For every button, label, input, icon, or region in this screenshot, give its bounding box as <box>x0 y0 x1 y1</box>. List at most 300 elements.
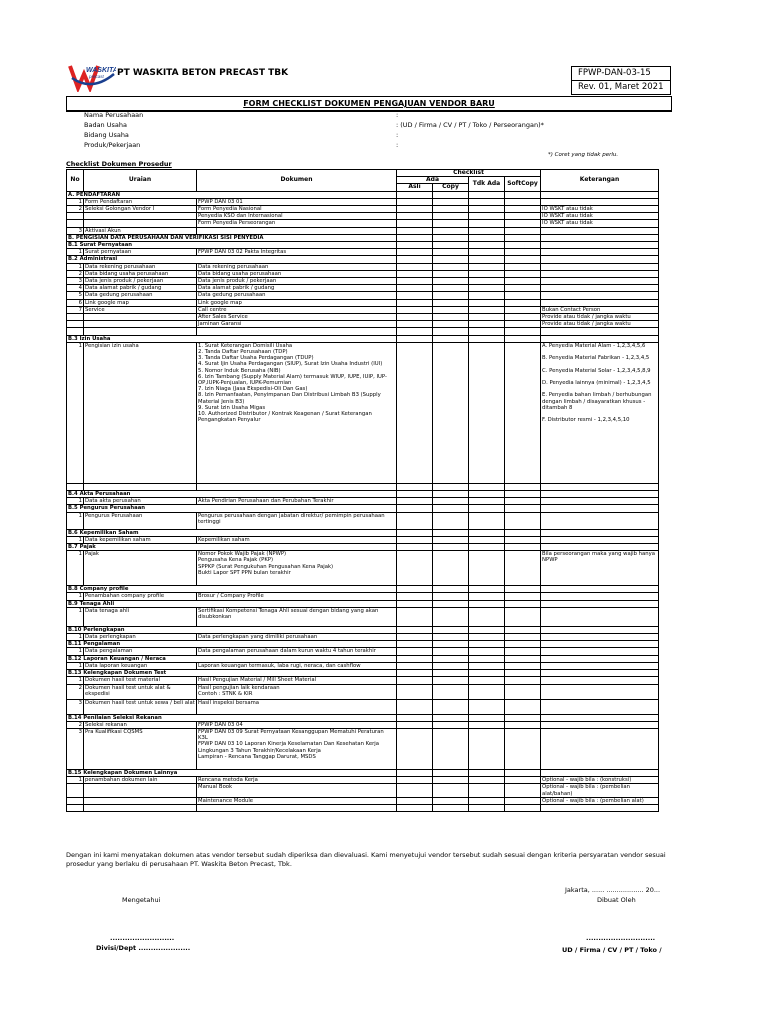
row-keterangan: Optional - wajib bila : (pembelian alat) <box>541 797 659 804</box>
check-asli[interactable] <box>397 498 433 505</box>
check-copy[interactable] <box>433 299 469 306</box>
svg-text:WASKITA: WASKITA <box>86 67 116 74</box>
row-uraian: Seleksi Golongan Vendor I <box>84 206 197 213</box>
check-copy[interactable] <box>433 721 469 728</box>
check-softcopy[interactable] <box>505 677 541 684</box>
row-number <box>67 220 84 227</box>
section-row <box>67 191 659 198</box>
check-softcopy[interactable] <box>505 797 541 804</box>
empty-cell <box>469 586 505 593</box>
section-label: B. PENGISIAN DATA PERUSAHAAN DAN VERIFIKASI SISI PENYEDIA <box>67 234 397 241</box>
badan-label: Badan Usaha <box>84 121 127 129</box>
section-label: B.2 Administrasi <box>67 256 397 263</box>
check-tdk-ada[interactable] <box>469 648 505 655</box>
row-dokumen: Maintenance Module <box>197 797 397 804</box>
check-softcopy[interactable] <box>505 249 541 256</box>
table-row <box>67 198 659 205</box>
empty-cell <box>505 714 541 721</box>
row-uraian: Link google map <box>84 299 197 306</box>
check-tdk-ada[interactable] <box>469 328 505 335</box>
check-asli[interactable] <box>397 784 433 797</box>
empty-cell <box>541 769 659 776</box>
check-asli[interactable] <box>397 797 433 804</box>
check-tdk-ada[interactable] <box>469 684 505 699</box>
table-row <box>67 321 659 328</box>
row-uraian: Data laporan keuangan <box>84 662 197 669</box>
check-asli[interactable] <box>397 777 433 784</box>
empty-cell <box>469 491 505 498</box>
row-number: 5 <box>67 292 84 299</box>
check-asli[interactable] <box>397 662 433 669</box>
empty-cell <box>397 234 433 241</box>
check-copy[interactable] <box>433 551 469 586</box>
check-asli[interactable] <box>397 249 433 256</box>
checklist-section-title: Checklist Dokumen Prosedur <box>66 160 172 168</box>
check-tdk-ada[interactable] <box>469 198 505 205</box>
empty-cell <box>433 600 469 607</box>
table-row <box>67 249 659 256</box>
check-softcopy[interactable] <box>505 220 541 227</box>
check-copy[interactable] <box>433 498 469 505</box>
row-number <box>67 314 84 321</box>
check-tdk-ada[interactable] <box>469 249 505 256</box>
check-copy[interactable] <box>433 292 469 299</box>
empty-cell <box>541 505 659 512</box>
check-softcopy[interactable] <box>505 483 541 490</box>
check-asli[interactable] <box>397 299 433 306</box>
check-asli[interactable] <box>397 804 433 811</box>
check-tdk-ada[interactable] <box>469 699 505 714</box>
row-uraian: Aktivasi Akun <box>84 227 197 234</box>
empty-cell <box>505 544 541 551</box>
check-tdk-ada[interactable] <box>469 213 505 220</box>
row-keterangan: Bukan Contact Person <box>541 306 659 313</box>
check-tdk-ada[interactable] <box>469 483 505 490</box>
form-title: FORM CHECKLIST DOKUMEN PENGAJUAN VENDOR BARU <box>66 96 672 112</box>
check-softcopy[interactable] <box>505 777 541 784</box>
check-copy[interactable] <box>433 684 469 699</box>
check-copy[interactable] <box>433 314 469 321</box>
row-dokumen: Penyedia KSO dan Internasional <box>197 213 397 220</box>
empty-cell <box>505 670 541 677</box>
document-code: FPWP-DAN-03-15 <box>578 68 651 78</box>
check-asli[interactable] <box>397 634 433 641</box>
table-row <box>67 721 659 728</box>
empty-cell <box>469 655 505 662</box>
check-asli[interactable] <box>397 220 433 227</box>
check-copy[interactable] <box>433 593 469 600</box>
document-code-box <box>571 66 671 95</box>
section-row <box>67 769 659 776</box>
check-softcopy[interactable] <box>505 593 541 600</box>
check-tdk-ada[interactable] <box>469 321 505 328</box>
check-tdk-ada[interactable] <box>469 677 505 684</box>
check-copy[interactable] <box>433 483 469 490</box>
check-softcopy[interactable] <box>505 213 541 220</box>
row-dokumen: Form Penyedia Perseorangan <box>197 220 397 227</box>
row-number: 1 <box>67 249 84 256</box>
empty-cell <box>397 491 433 498</box>
row-number: 6 <box>67 299 84 306</box>
section-row <box>67 529 659 536</box>
empty-cell <box>433 714 469 721</box>
empty-cell <box>541 600 659 607</box>
row-number: 1 <box>67 677 84 684</box>
check-copy[interactable] <box>433 784 469 797</box>
empty-cell <box>433 491 469 498</box>
empty-cell <box>433 191 469 198</box>
bidang-colon: : <box>396 131 399 139</box>
check-asli[interactable] <box>397 198 433 205</box>
empty-cell <box>505 626 541 633</box>
check-asli[interactable] <box>397 721 433 728</box>
check-tdk-ada[interactable] <box>469 299 505 306</box>
section-label: B.7 Pajak <box>67 544 397 551</box>
row-keterangan: IO WSKT atau tidak <box>541 206 659 213</box>
row-keterangan <box>541 593 659 600</box>
check-tdk-ada[interactable] <box>469 306 505 313</box>
empty-cell <box>541 335 659 342</box>
check-copy[interactable] <box>433 607 469 626</box>
check-tdk-ada[interactable] <box>469 721 505 728</box>
empty-cell <box>433 586 469 593</box>
check-softcopy[interactable] <box>505 278 541 285</box>
check-tdk-ada[interactable] <box>469 784 505 797</box>
check-asli[interactable] <box>397 699 433 714</box>
check-asli[interactable] <box>397 292 433 299</box>
checklist-table <box>66 169 659 812</box>
row-number: 3 <box>67 227 84 234</box>
company-name: PT WASKITA BETON PRECAST TBK <box>117 68 289 78</box>
row-uraian: Seleksi rekanan <box>84 721 197 728</box>
section-row <box>67 256 659 263</box>
row-dokumen: Data perlengkapan yang dimiliki perusahaan <box>197 634 397 641</box>
check-tdk-ada[interactable] <box>469 292 505 299</box>
empty-cell <box>541 256 659 263</box>
check-softcopy[interactable] <box>505 512 541 529</box>
empty-cell <box>433 769 469 776</box>
table-row <box>67 498 659 505</box>
check-copy[interactable] <box>433 213 469 220</box>
row-keterangan <box>541 662 659 669</box>
check-softcopy[interactable] <box>505 299 541 306</box>
empty-cell <box>505 769 541 776</box>
row-dokumen: FPWP DAN 03 01 <box>197 198 397 205</box>
section-label: B.11 Pengalaman <box>67 641 397 648</box>
section-row <box>67 670 659 677</box>
section-label: B.9 Tenaga Ahli <box>67 600 397 607</box>
bidang-label: Bidang Usaha <box>84 131 129 139</box>
empty-cell <box>541 529 659 536</box>
check-copy[interactable] <box>433 306 469 313</box>
row-keterangan <box>541 227 659 234</box>
check-asli[interactable] <box>397 227 433 234</box>
row-keterangan: IO WSKT atau tidak <box>541 213 659 220</box>
mengetahui-label: Mengetahui <box>122 896 161 904</box>
check-asli[interactable] <box>397 342 433 483</box>
check-softcopy[interactable] <box>505 634 541 641</box>
row-dokumen: Manual Book <box>197 784 397 797</box>
document-revision: Rev. 01, Maret 2021 <box>572 80 670 94</box>
check-copy[interactable] <box>433 285 469 292</box>
table-row <box>67 634 659 641</box>
check-tdk-ada[interactable] <box>469 536 505 543</box>
row-uraian: Data kepemilikan saham <box>84 536 197 543</box>
row-uraian: Data bidang usaha perusahaan <box>84 270 197 277</box>
check-tdk-ada[interactable] <box>469 551 505 586</box>
check-softcopy[interactable] <box>505 662 541 669</box>
row-number <box>67 328 84 335</box>
check-softcopy[interactable] <box>505 721 541 728</box>
header-dokumen: Dokumen <box>197 170 397 192</box>
check-softcopy[interactable] <box>505 648 541 655</box>
check-softcopy[interactable] <box>505 263 541 270</box>
check-softcopy[interactable] <box>505 342 541 483</box>
section-label: B.1 Surat Pernyataan <box>67 242 397 249</box>
row-number <box>67 321 84 328</box>
check-softcopy[interactable] <box>505 306 541 313</box>
check-asli[interactable] <box>397 677 433 684</box>
row-uraian: Pengisian izin usaha <box>84 342 197 483</box>
check-tdk-ada[interactable] <box>469 728 505 769</box>
section-label: B.5 Pengurus Perusahaan <box>67 505 397 512</box>
empty-cell <box>469 529 505 536</box>
row-keterangan <box>541 498 659 505</box>
check-asli[interactable] <box>397 728 433 769</box>
table-row <box>67 684 659 699</box>
check-copy[interactable] <box>433 648 469 655</box>
row-uraian <box>84 321 197 328</box>
check-copy[interactable] <box>433 321 469 328</box>
section-row <box>67 234 659 241</box>
check-asli[interactable] <box>397 648 433 655</box>
table-row <box>67 213 659 220</box>
check-copy[interactable] <box>433 797 469 804</box>
check-asli[interactable] <box>397 263 433 270</box>
check-tdk-ada[interactable] <box>469 278 505 285</box>
empty-cell <box>541 641 659 648</box>
check-tdk-ada[interactable] <box>469 804 505 811</box>
check-softcopy[interactable] <box>505 684 541 699</box>
check-softcopy[interactable] <box>505 784 541 797</box>
check-asli[interactable] <box>397 536 433 543</box>
row-uraian <box>84 314 197 321</box>
check-asli[interactable] <box>397 512 433 529</box>
check-copy[interactable] <box>433 634 469 641</box>
check-tdk-ada[interactable] <box>469 285 505 292</box>
row-dokumen: Link google map <box>197 299 397 306</box>
check-softcopy[interactable] <box>505 728 541 769</box>
row-dokumen: FPWP DAN 03 02 Pakta Integritas <box>197 249 397 256</box>
row-dokumen: Kepemilikan saham <box>197 536 397 543</box>
empty-cell <box>397 544 433 551</box>
check-softcopy[interactable] <box>505 206 541 213</box>
row-dokumen: Laporan keuangan termasuk, laba rugi, neraca, dan cashflow <box>197 662 397 669</box>
row-keterangan <box>541 263 659 270</box>
section-row <box>67 600 659 607</box>
check-copy[interactable] <box>433 777 469 784</box>
row-uraian: Data pengalaman <box>84 648 197 655</box>
check-asli[interactable] <box>397 206 433 213</box>
section-label: B.10 Perlengkapan <box>67 626 397 633</box>
check-tdk-ada[interactable] <box>469 263 505 270</box>
check-softcopy[interactable] <box>505 314 541 321</box>
empty-cell <box>397 641 433 648</box>
empty-cell <box>469 626 505 633</box>
section-label: A. PENDAFTARAN <box>67 191 397 198</box>
row-number: 3 <box>67 278 84 285</box>
check-softcopy[interactable] <box>505 285 541 292</box>
row-number: 1 <box>67 777 84 784</box>
empty-cell <box>505 505 541 512</box>
empty-cell <box>433 626 469 633</box>
check-copy[interactable] <box>433 662 469 669</box>
check-copy[interactable] <box>433 206 469 213</box>
place-date: Jakarta, ...... .................. 20... <box>565 886 661 894</box>
row-keterangan: A. Penyedia Material Alam - 1,2,3,4,5,6 B. Penyedia Material Fabrikan - 1,2,3,4,5 C. Penyedia Material Solar - 1,2,3,4,5,8,9 D. Penyedia lainnya (minimal) - 1,2,3,4,5 E. Penyedia bahan limbah / berhubungan dengan limbah / disayaratkan khusus - ditambah 8 F. Distributor resmi - 1,2,3,4,5,10 <box>541 342 659 483</box>
check-copy[interactable] <box>433 728 469 769</box>
check-copy[interactable] <box>433 342 469 483</box>
empty-cell <box>541 586 659 593</box>
empty-cell <box>397 670 433 677</box>
check-copy[interactable] <box>433 249 469 256</box>
check-tdk-ada[interactable] <box>469 227 505 234</box>
check-softcopy[interactable] <box>505 804 541 811</box>
empty-cell <box>469 714 505 721</box>
check-copy[interactable] <box>433 699 469 714</box>
check-tdk-ada[interactable] <box>469 797 505 804</box>
produk-colon: : <box>396 141 399 149</box>
row-number: 2 <box>67 270 84 277</box>
check-copy[interactable] <box>433 536 469 543</box>
check-copy[interactable] <box>433 198 469 205</box>
empty-cell <box>397 505 433 512</box>
check-softcopy[interactable] <box>505 292 541 299</box>
row-keterangan: Optional - wajib bila : (pembelian alat/bahan) <box>541 784 659 797</box>
row-dokumen: Data alamat pabrik / gudang <box>197 285 397 292</box>
row-number: 2 <box>67 684 84 699</box>
table-row <box>67 677 659 684</box>
check-tdk-ada[interactable] <box>469 206 505 213</box>
header-uraian: Uraian <box>84 170 197 192</box>
table-row <box>67 536 659 543</box>
row-uraian <box>84 213 197 220</box>
check-softcopy[interactable] <box>505 607 541 626</box>
check-tdk-ada[interactable] <box>469 498 505 505</box>
check-tdk-ada[interactable] <box>469 270 505 277</box>
empty-cell <box>469 505 505 512</box>
check-tdk-ada[interactable] <box>469 607 505 626</box>
check-tdk-ada[interactable] <box>469 634 505 641</box>
check-copy[interactable] <box>433 278 469 285</box>
empty-cell <box>433 256 469 263</box>
row-dokumen: Call centre <box>197 306 397 313</box>
row-keterangan <box>541 512 659 529</box>
row-keterangan <box>541 292 659 299</box>
check-asli[interactable] <box>397 314 433 321</box>
check-copy[interactable] <box>433 263 469 270</box>
check-softcopy[interactable] <box>505 321 541 328</box>
check-asli[interactable] <box>397 306 433 313</box>
row-keterangan: Provide atau tidak / jangka waktu <box>541 321 659 328</box>
empty-cell <box>469 670 505 677</box>
section-row <box>67 714 659 721</box>
check-tdk-ada[interactable] <box>469 512 505 529</box>
check-asli[interactable] <box>397 328 433 335</box>
check-softcopy[interactable] <box>505 198 541 205</box>
empty-cell <box>505 655 541 662</box>
check-tdk-ada[interactable] <box>469 220 505 227</box>
row-number <box>67 213 84 220</box>
check-asli[interactable] <box>397 483 433 490</box>
check-copy[interactable] <box>433 512 469 529</box>
row-dokumen: Data jenis produk / pekerjaan <box>197 278 397 285</box>
check-copy[interactable] <box>433 804 469 811</box>
empty-cell <box>433 505 469 512</box>
check-tdk-ada[interactable] <box>469 777 505 784</box>
check-copy[interactable] <box>433 270 469 277</box>
check-asli[interactable] <box>397 684 433 699</box>
table-row <box>67 227 659 234</box>
check-copy[interactable] <box>433 677 469 684</box>
table-row <box>67 328 659 335</box>
check-softcopy[interactable] <box>505 551 541 586</box>
row-number: 1 <box>67 198 84 205</box>
check-asli[interactable] <box>397 607 433 626</box>
check-asli[interactable] <box>397 285 433 292</box>
check-softcopy[interactable] <box>505 270 541 277</box>
check-softcopy[interactable] <box>505 536 541 543</box>
check-asli[interactable] <box>397 321 433 328</box>
check-softcopy[interactable] <box>505 498 541 505</box>
section-row <box>67 655 659 662</box>
empty-cell <box>541 191 659 198</box>
row-keterangan <box>541 721 659 728</box>
check-softcopy[interactable] <box>505 328 541 335</box>
row-dokumen: Sertifikasi Kompetensi Tenaga Ahli sesuai dengan bidang yang akan disubkonkan <box>197 607 397 626</box>
empty-cell <box>505 641 541 648</box>
row-keterangan <box>541 198 659 205</box>
check-asli[interactable] <box>397 213 433 220</box>
row-dokumen: Hasil inspeksi bersama <box>197 699 397 714</box>
check-asli[interactable] <box>397 593 433 600</box>
row-uraian: Service <box>84 306 197 313</box>
empty-cell <box>397 529 433 536</box>
check-asli[interactable] <box>397 551 433 586</box>
section-label: B.3 Izin Usaha <box>67 335 397 342</box>
check-tdk-ada[interactable] <box>469 593 505 600</box>
row-uraian: Pra Kualifikasi CQSMS <box>84 728 197 769</box>
check-tdk-ada[interactable] <box>469 342 505 483</box>
table-row <box>67 278 659 285</box>
empty-cell <box>397 769 433 776</box>
row-keterangan <box>541 677 659 684</box>
check-copy[interactable] <box>433 220 469 227</box>
check-softcopy[interactable] <box>505 227 541 234</box>
empty-cell <box>541 714 659 721</box>
check-copy[interactable] <box>433 227 469 234</box>
check-copy[interactable] <box>433 328 469 335</box>
check-asli[interactable] <box>397 270 433 277</box>
table-row <box>67 593 659 600</box>
check-asli[interactable] <box>397 278 433 285</box>
row-uraian: Surat pernyataan <box>84 249 197 256</box>
row-uraian: Penambahan company profile <box>84 593 197 600</box>
check-tdk-ada[interactable] <box>469 662 505 669</box>
check-tdk-ada[interactable] <box>469 314 505 321</box>
check-softcopy[interactable] <box>505 699 541 714</box>
row-number: 7 <box>67 306 84 313</box>
